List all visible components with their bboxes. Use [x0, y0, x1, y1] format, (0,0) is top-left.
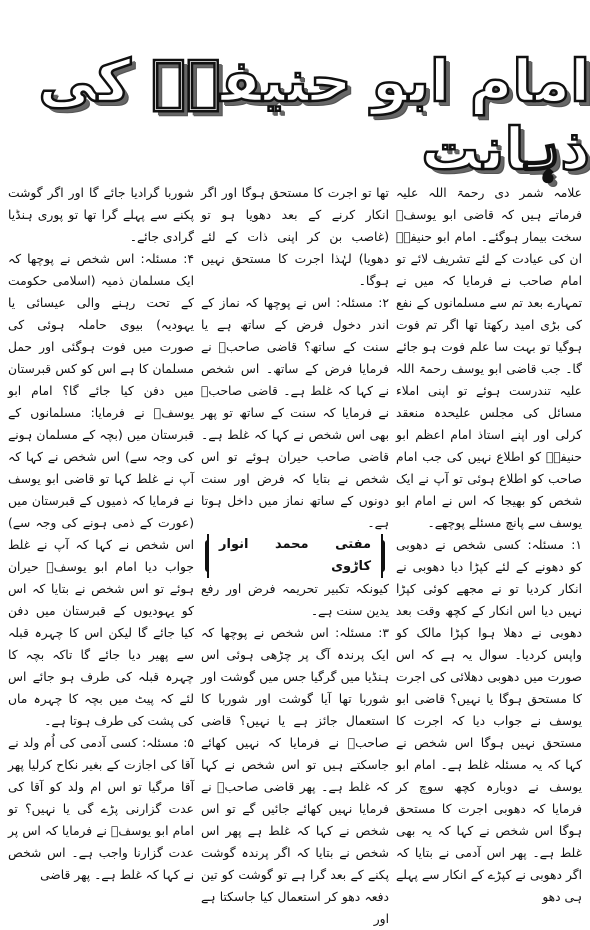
- column-left: [8, 182, 194, 882]
- paragraph-issue-3-answer: شوربا گرادیا جائے گا اور اگر گوشت پکنے سے پہلے گرا تھا تو پوری ہنڈیا گرادی جائے۔: [8, 186, 194, 244]
- column-middle: [201, 182, 389, 926]
- paragraph-issue-4: ۴: مسئلہ: اس شخص نے پوچھا کہ ایک مسلمان ذمیہ (اسلامی حکومت کے تحت رہنے والی عیسائی یا یہودیہ) بیوی حاملہ ہوئی کی صورت میں فوت ہوگئی اور حمل مسلمان کا ہے اس کو کس قبرستان میں دفن کیا جائے گا؟ امام ابو یوسفؒ نے فرمایا: مسلمانوں کے قبرستان میں (بچہ کے مسلمان ہونے کی وجہ سے) اس شخص نے کہا کہ آپ نے غلط کہا تو قاضی ابو یوسف نے فرمایا کہ ذمیوں کے قبرستان میں (عورت کے ذمی ہونے کی وجہ سے) اس شخص نے کہا کہ آپ نے غلط جواب دیا امام ابو یوسفؒ حیران ہوئے تو اس شخص نے بتایا کہ اس کو یہودیوں کے قبرستان میں دفن کیا جائے گا لیکن اس کا چہرہ قبلہ سے پھیر دیا جائے گا تاکہ بچہ کا چہرہ قبلہ کی طرف ہو جائے اس لئے کہ پیٹ میں بچہ کا چہرہ ماں کی پشت کی طرف ہوتا ہے۔: [8, 252, 194, 728]
- author-box: [205, 537, 385, 574]
- paragraph-issue-1: ۱: مسئلہ: کسی شخص نے دھوبی کو دھونے کے لئے کپڑا دیا دھوبی نے انکار کردیا تو نے مجھے کوئی کپڑا نہیں دیا اس انکار کے کچھ وقت بعد دھوبی نے دھلا ہوا کپڑا مالک کو واپس کردیا۔ سوال یہ ہے کہ اس صورت میں دھوبی دھلائی کی اجرت کا مستحق ہوگا یا نہیں؟ قاضی ابو یوسف نے جواب دیا کہ اجرت کا مستحق نہیں ہوگا اس شخص نے کہا کہ یہ مسئلہ غلط ہے۔ امام ابو یوسف نے دوبارہ کچھ سوچ کر فرمایا کہ دھوبی اجرت کا مستحق ہوگا اس شخص نے کہا کہ یہ بھی غلط ہے۔ پھر اس آدمی نے بتایا کہ اگر دھوبی نے کپڑے کے انکار سے پہلے ہی دھو: [396, 538, 582, 904]
- page-title: امام ابو حنیفہؒ کی ذہانت: [38, 47, 590, 183]
- paragraph-issue-3: ۳: مسئلہ: اس شخص نے پوچھا کہ ایک پرندہ آگ پر چڑھی ہوئی اس ہنڈیا میں گرگیا جس میں گوشت اور شوربا تھا آیا گوشت اور شوربا کا استعمال جائز ہے یا نہیں؟ قاضی صاحبؒ نے فرمایا کہ نہیں کھائے جاسکتے ہیں تو اس شخص نے کہا کہ غلط ہے۔ پھر قاضی صاحبؒ نے فرمایا نہیں کھائے جائیں گے تو اس شخص نے کہا کہ غلط ہے پھر اس شخص نے بتایا کہ اگر پرندہ گوشت پکنے کے بعد گرا ہے تو گوشت کو تین دفعہ دھو کر استعمال کیا جاسکتا ہے اور: [201, 626, 389, 926]
- column-right: [396, 182, 582, 904]
- title-banner: [0, 47, 590, 183]
- paragraph-issue-2-reason: کیونکہ تکبیر تحریمہ فرض اور رفع یدین سنت ہے۔: [201, 582, 389, 618]
- author-name: مفتی محمد انوار کاڑوی: [207, 534, 383, 578]
- paragraph-intro: علامہ شمر دی رحمۃ اللہ علیہ فرماتے ہیں کہ قاضی ابو یوسفؒ سخت بیمار ہوگئے۔ امام ابو حنیفہؒ ان کی عیادت کے لئے تشریف لائے تو امام صاحب نے فرمایا کہ میں نے تمہارے بعد تم سے مسلمانوں کے نفع کی بڑی امید رکھتا تھا اگر تم فوت ہوگیا تو بہت سا علم فوت ہو جائے گا۔ جب قاضی ابو یوسف رحمۃ اللہ علیہ تندرست ہوئے تو اپنی املاء مسائل کی مجلس علیحدہ منعقد کرلی اور اپنے استاذ امام اعظم ابو حنیفہؒ کو اطلاع نہیں کی جب امام صاحب کو اطلاع ہوئی تو آپ نے ایک شخص کو بھیجا کہ اس نے امام ابو یوسف سے پانچ مسئلے پوچھے۔: [396, 186, 582, 530]
- paragraph-issue-1-answer: تھا تو اجرت کا مستحق ہوگا اور اگر انکار کرنے کے بعد دھویا ہو تو (غاصب بن کر اپنی ذات کے لئے دھویا) لہٰذا اجرت کا مستحق نہیں ہوگا۔: [201, 186, 389, 288]
- paragraph-issue-5: ۵: مسئلہ: کسی آدمی کی اُم ولد نے آقا کی اجازت کے بغیر نکاح کرلیا پھر آقا مرگیا تو اس ام ولد کو آقا کی عدت گزارنی پڑے گی یا نہیں؟ تو امام ابو یوسفؒ نے فرمایا کہ اس پر عدت گزارنا واجب ہے۔ اس شخص نے کہا کہ غلط ہے۔ پھر قاضی: [8, 736, 194, 882]
- article-body: [8, 182, 582, 926]
- paragraph-issue-2: ۲: مسئلہ: اس نے پوچھا کہ نماز کے اندر دخول فرض کے ساتھ ہے یا سنت کے ساتھ؟ قاضی صاحبؒ نے فرمایا فرض کے ساتھ۔ اس شخص نے کہا کہ غلط ہے۔ قاضی صاحبؒ نے فرمایا کہ سنت کے ساتھ تو پھر بھی اس شخص نے کہا کہ غلط ہے۔ قاضی صاحب حیران ہوئے تو اس شخص نے بتایا کہ فرض اور سنت دونوں کے ساتھ نماز میں داخل ہوتا ہے۔: [201, 296, 389, 530]
